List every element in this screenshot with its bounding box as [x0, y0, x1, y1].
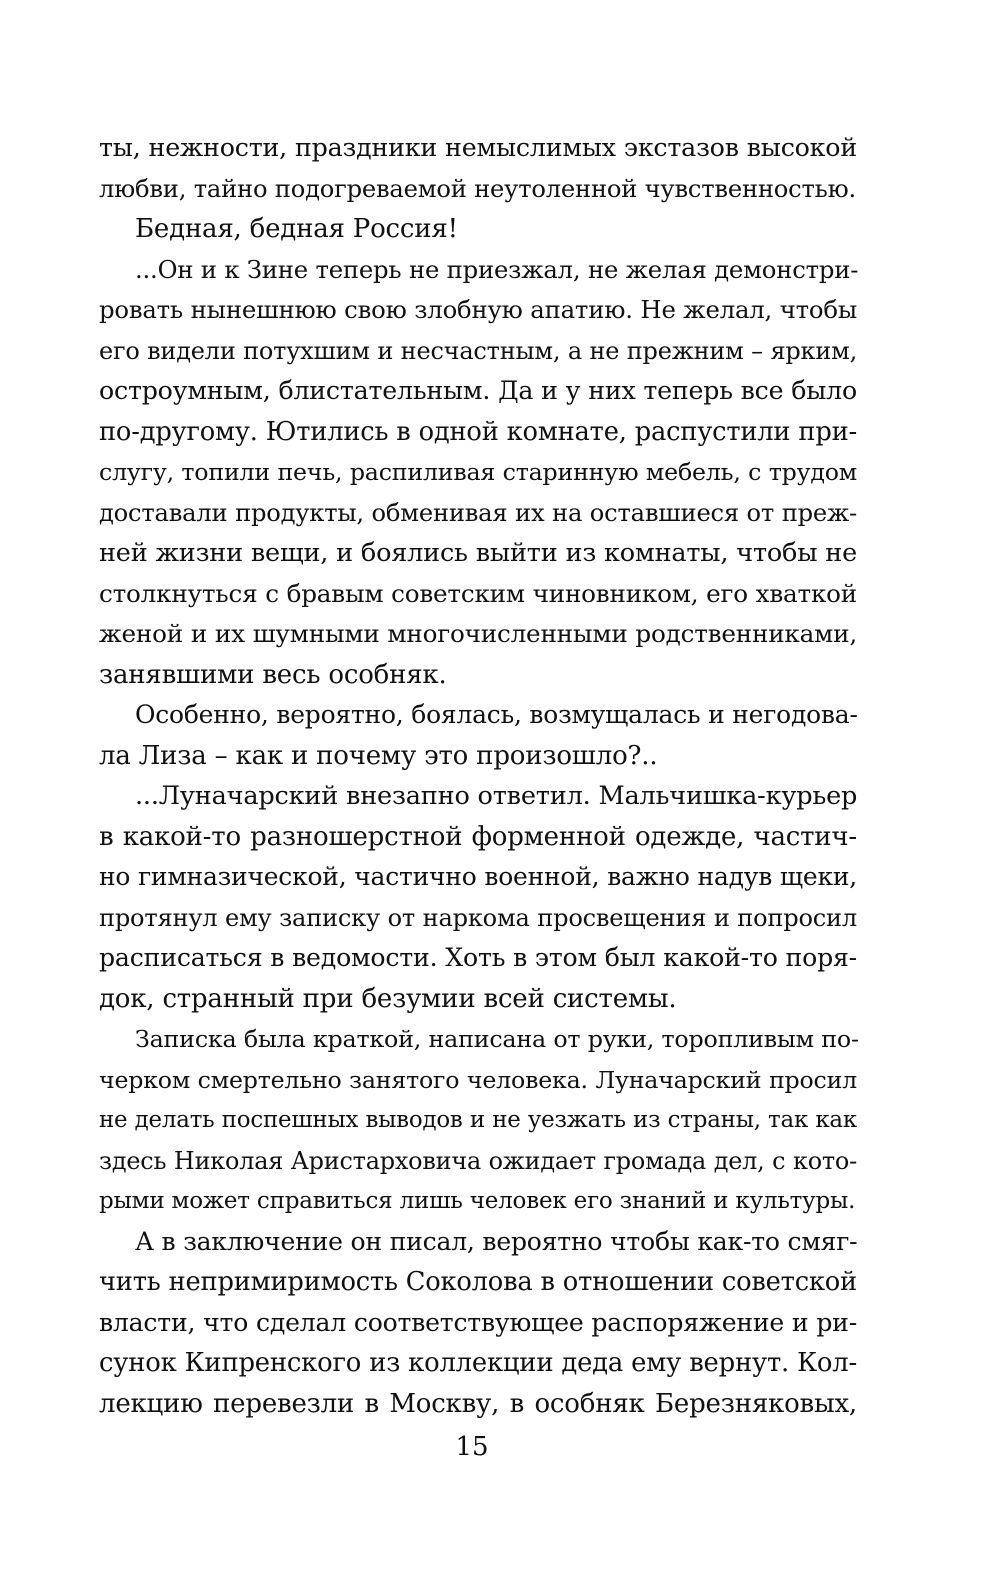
text-line: рыми может справиться лишь человек его знаний и культуры. [99, 1188, 856, 1214]
text-line: доставали продукты, обменивая их на оставшиеся от преж- [99, 498, 857, 527]
page-number: 15 [455, 1432, 489, 1462]
text-line: его видели потухшим и несчастным, а не прежним – ярким, [99, 336, 857, 365]
paragraph [99, 1222, 857, 1425]
text-line: ла Лиза – как и почему это произошло?.. [99, 740, 658, 771]
text-line: протянул ему записку от наркома просвещения и попросил [99, 903, 857, 932]
text-line: женой и их шумными многочисленными родственниками, [99, 619, 857, 648]
text-line: расписаться в ведомости. Хоть в этом был какой-то поря- [99, 943, 857, 972]
text-line: любви, тайно подогреваемой неутоленной чувственностью. [99, 174, 856, 203]
text-line: в какой-то разношерстной форменной одежде, частич- [99, 821, 857, 852]
text-line: чить непримиримость Соколова в отношении советской [99, 1267, 857, 1297]
text-line: по-другому. Ютились в одной комнате, распустили при- [99, 416, 857, 447]
text-line: слугу, топили печь, распиливая старинную мебель, с трудом [99, 458, 857, 486]
paragraph [99, 1019, 857, 1222]
text-line: власти, что сделал соответствующее распоряжение и ри- [99, 1307, 857, 1337]
paragraph [99, 128, 857, 209]
text-line: черком смертельно занятого человека. Луначарский просил [99, 1065, 857, 1094]
text-line: Особенно, вероятно, боялась, возмущалась и негодова- [135, 700, 858, 729]
text-line: здесь Николая Аристарховича ожидает громада дел, с кото- [99, 1146, 857, 1175]
text-line: ...Он и к Зине теперь не приезжал, не желая демонстри- [135, 254, 859, 284]
body-text [99, 128, 857, 1424]
text-line: Записка была краткой, написана от руки, торопливым по- [135, 1025, 859, 1053]
paragraph [99, 695, 857, 776]
text-line: ...Луначарский внезапно ответил. Мальчишка-курьер [135, 781, 858, 811]
text-line: ты, нежности, праздники немыслимых экстазов высокой [99, 133, 857, 162]
text-line: док, странный при безумии всей системы. [99, 983, 677, 1014]
text-line: остроумным, блистательным. Да и у них теперь все было [99, 376, 857, 405]
text-line: сунок Кипренского из коллекции деда ему вернут. Кол- [99, 1348, 857, 1378]
text-line: столкнуться с бравым советским чиновником, его хваткой [99, 578, 857, 608]
paragraph [99, 250, 857, 696]
text-line: не делать поспешных выводов и не уезжать из страны, так как [99, 1107, 857, 1133]
text-line: А в заключение он писал, вероятно чтобы как-то смяг- [135, 1226, 858, 1256]
text-line: занявшими весь особняк. [99, 659, 447, 690]
text-line: лекцию перевезли в Москву, в особняк Березняковых, [99, 1388, 857, 1419]
text-line: Бедная, бедная Россия! [135, 214, 458, 244]
text-line: ней жизни вещи, и боялись выйти из комнаты, чтобы не [99, 538, 857, 568]
text-line: но гимназической, частично военной, важно надув щеки, [99, 862, 857, 891]
paragraph [99, 209, 857, 250]
text-line: ровать нынешнюю свою злобную апатию. Не желал, чтобы [99, 295, 857, 324]
paragraph [99, 776, 857, 1019]
